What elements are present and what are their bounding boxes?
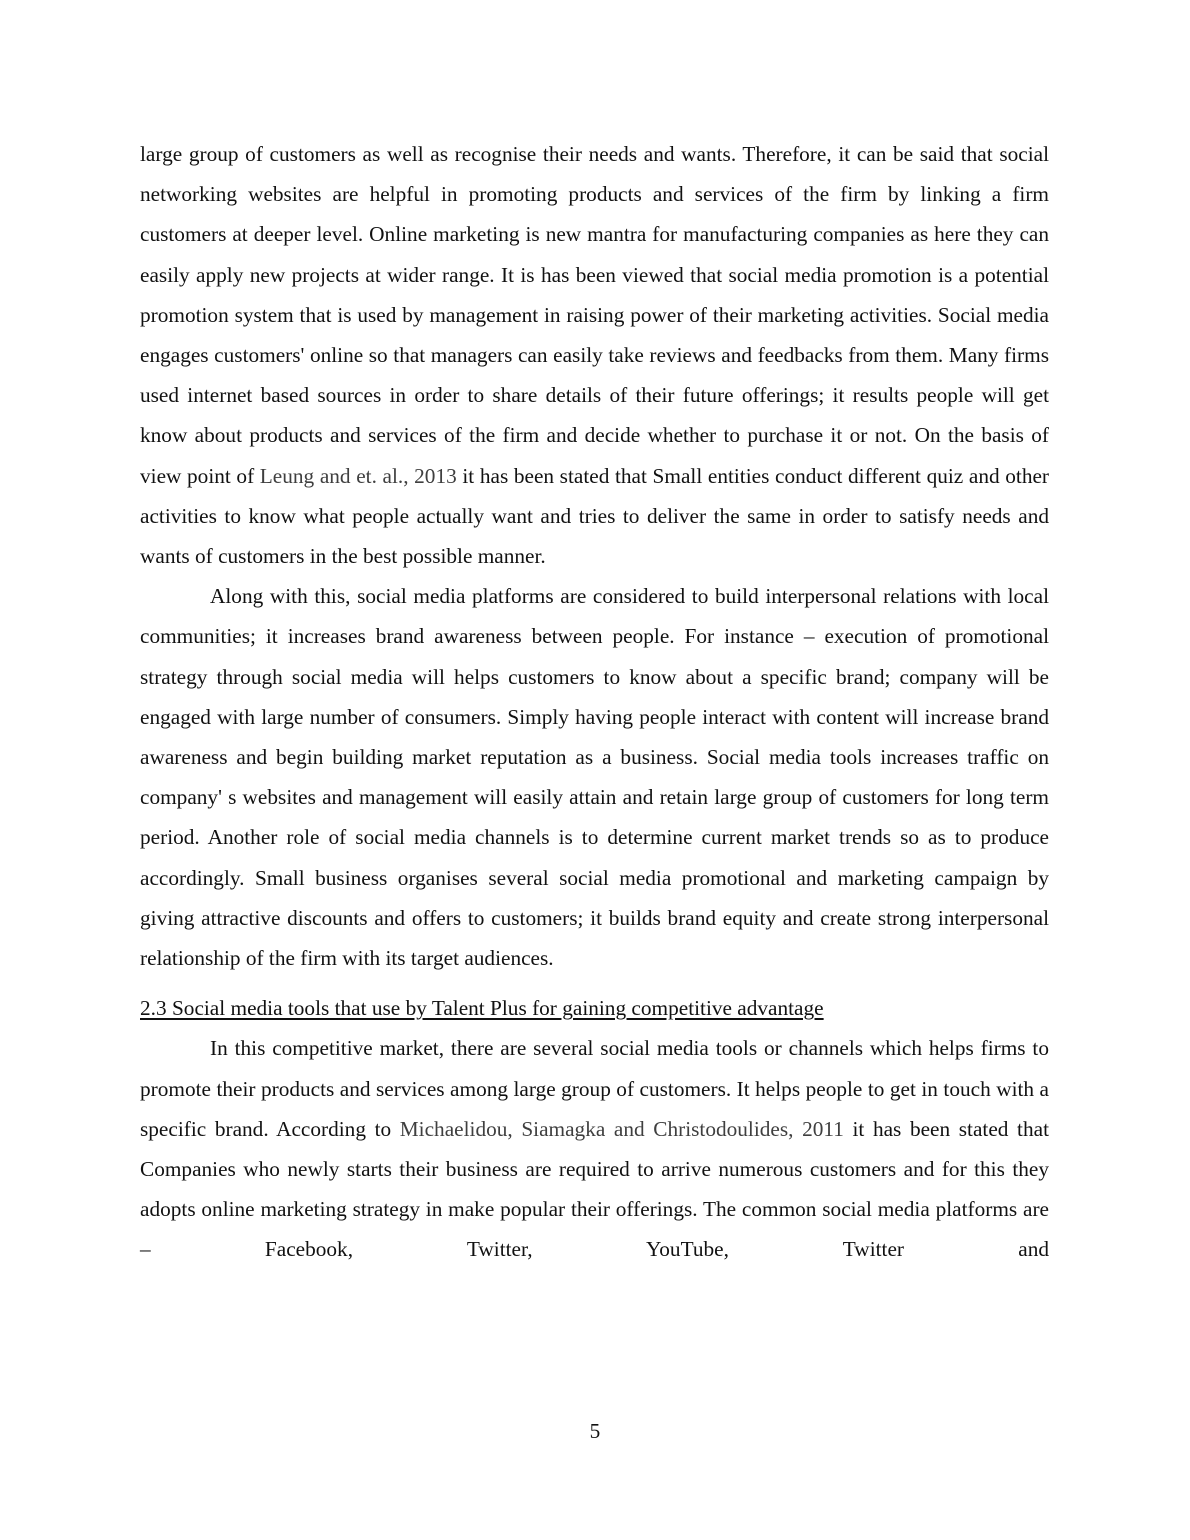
paragraph-3-text: In this competitive market, there are several social media tools or channels which helps firms to promote their products and services among large group of customers. It helps people to get in touch with a specific brand. According to: [140, 1036, 1049, 1141]
paragraph-1-text-after-citation: it has been stated that Small entities conduct different quiz and other activities to know what people actually want and tries to deliver the same in order to satisfy needs and wants of customers in the best possible manner.: [140, 463, 1050, 569]
document-body: [140, 134, 1049, 1270]
paragraph-3-text-after-citation: it has been stated that Companies who newly starts their business are required to arrive numerous customers and for this they adopts online marketing strategy in make popular their offerings. The common social media platforms are – Facebook, Twitter, YouTube, Twitter and: [140, 1116, 1049, 1262]
paragraph-3: [140, 1028, 1049, 1269]
paragraph-1: [140, 134, 1049, 576]
section-heading: 2.3 Social media tools that use by Talent Plus for gaining competitive advantage: [140, 996, 824, 1021]
page-number: 5: [589, 1419, 601, 1443]
paragraph-2: [140, 576, 1049, 978]
paragraph-1-text: large group of customers as well as recognise their needs and wants. Therefore, it can be said that social networking websites are helpful in promoting products and services of the firm by linking a firm customers at deeper level. Online marketing is new mantra for manufacturing companies as here they can easily apply new projects at wider range. It is has been viewed that social media promotion is a potential promotion system that is used by management in raising power of their marketing activities. Social media engages customers' online so that managers can easily take reviews and feedbacks from them. Many firms used internet based sources in order to share details of their future offerings; it results people will get know about products and services of the firm and decide whether to purchase it or not. On the basis of view point of: [140, 142, 1049, 488]
citation-leung: Leung and et. al., 2013: [259, 463, 457, 488]
citation-michaelidou: Michaelidou, Siamagka and Christodoulides, 2011: [399, 1116, 844, 1141]
paragraph-2-text: Along with this, social media platforms are considered to build interpersonal relations with local communities; it increases brand awareness between people. For instance – execution of promotional strategy through social media will helps customers to know about a specific brand; company will be engaged with large number of consumers. Simply having people interact with content will increase brand awareness and begin building market reputation as a business. Social media tools increases traffic on company' s websites and management will easily attain and retain large group of customers for long term period. Another role of social media channels is to determine current market trends so as to produce accordingly. Small business organises several social media promotional and marketing campaign by giving attractive discounts and offers to customers; it builds brand equity and create strong interpersonal relationship of the firm with its target audiences.: [140, 584, 1049, 971]
